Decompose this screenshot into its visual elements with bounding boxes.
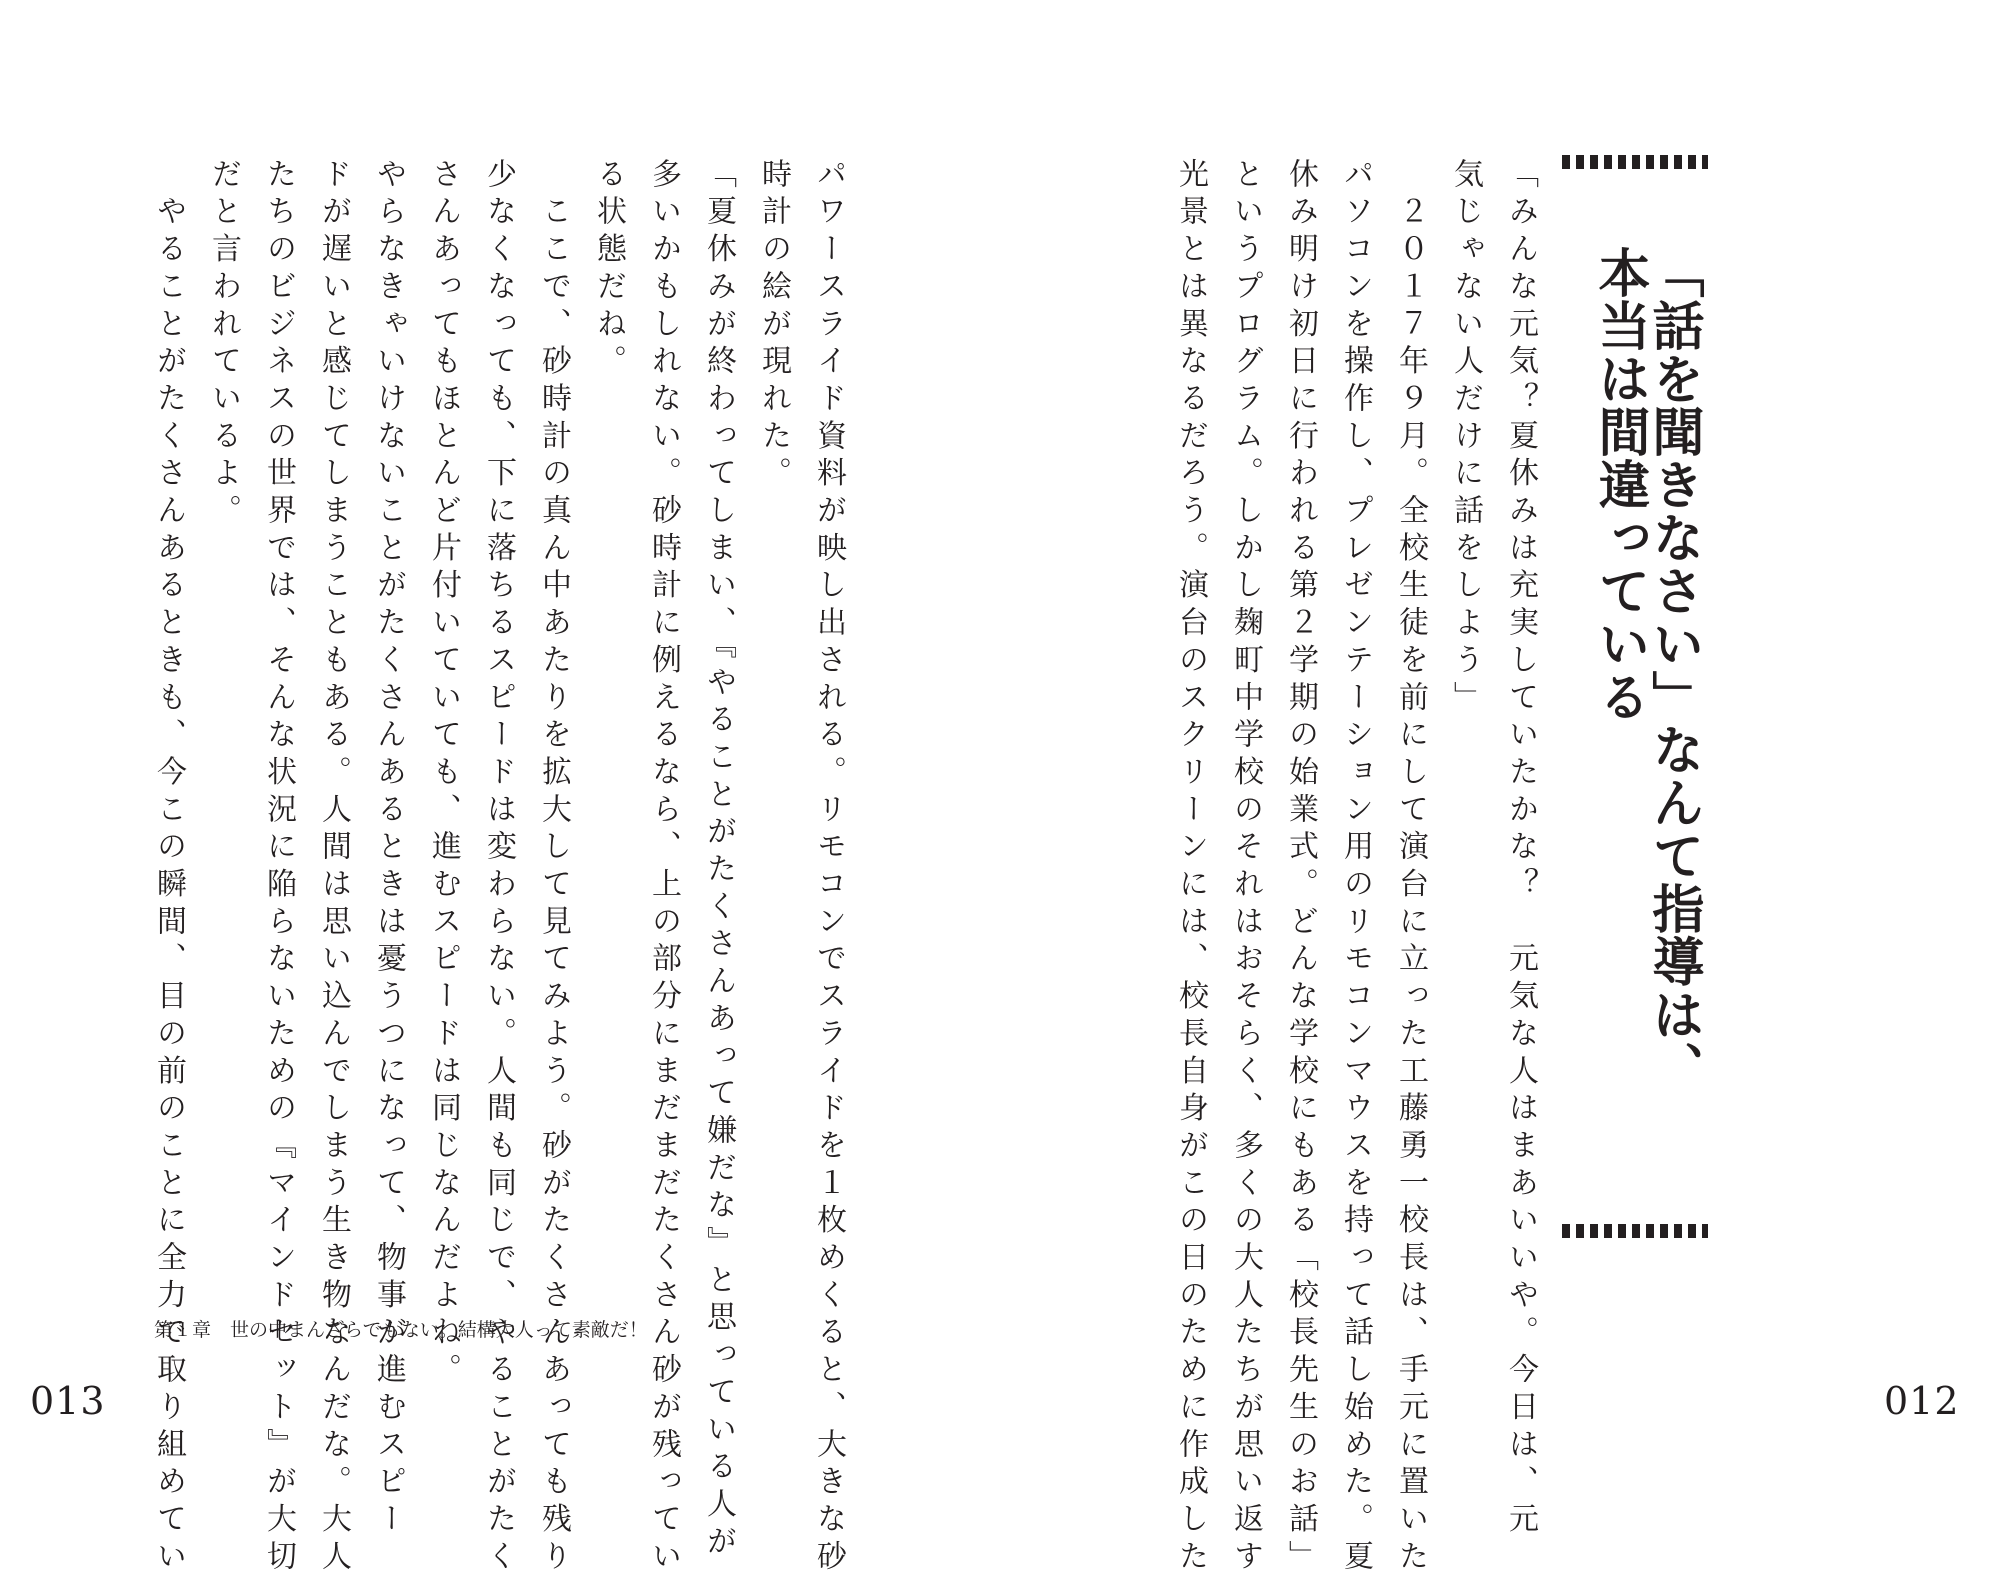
body-line: たちのビジネスの世界では、そんな状況に陥らないための『マインドセット』が大切	[261, 158, 296, 1577]
body-line: 気じゃない人だけに話をしよう」	[1448, 158, 1483, 719]
body-line: 多いかもしれない。砂時計に例えるなら、上の部分にまだまだたくさん砂が残ってい	[646, 158, 681, 1577]
body-line: る状態だね。	[591, 158, 626, 383]
body-line: パワースライド資料が映し出される。リモコンでスライドを１枚めくると、大きな砂	[811, 158, 846, 1577]
body-line: さんあってもほとんど片付いていても、進むスピードは同じなんだよね。	[426, 158, 461, 1391]
body-line: ここで、砂時計の真ん中あたりを拡大して見てみよう。砂がたくさんあっても残り	[536, 158, 571, 1577]
body-line: やることがたくさんあるときも、今この瞬間、目の前のことに全力で取り組めてい	[151, 158, 186, 1577]
section-heading-line-1: 「話を聞きなさい」なんて指導は、	[1643, 246, 1703, 1094]
heading-bottom-ornament	[1562, 1224, 1708, 1238]
body-line: ２０１７年９月。全校生徒を前にして演台に立った工藤勇一校長は、手元に置いた	[1393, 158, 1428, 1577]
body-line: 少なくなっても、下に落ちるスピードは変わらない。人間も同じで、やることがたく	[481, 158, 516, 1577]
body-line: やらなきゃいけないことがたくさんあるときは憂うつになって、物事が進むスピー	[371, 158, 406, 1540]
section-heading-line-2: 本当は間違っている	[1589, 246, 1649, 723]
body-line: ドが遅いと感じてしまうこともある。人間は思い込んでしまう生き物なんだな。大人	[316, 158, 351, 1577]
body-line: 時計の絵が現れた。	[756, 158, 791, 495]
body-line: 「みんな元気？夏休みは充実していたかな？ 元気な人はまあいいや。今日は、元	[1503, 158, 1538, 1540]
heading-top-ornament	[1562, 155, 1708, 169]
page-number-right: 012	[1884, 1379, 1960, 1423]
body-line: 休み明け初日に行われる第２学期の始業式。どんな学校にもある「校長先生のお話」	[1283, 158, 1318, 1577]
body-line: 光景とは異なるだろう。演台のスクリーンには、校長自身がこの日のために作成した	[1173, 158, 1208, 1577]
chapter-running-footer: 第１章 世の中まんざらでもない。結構大人って素敵だ！	[154, 1319, 648, 1341]
body-line: パソコンを操作し、プレゼンテーション用のリモコンマウスを持って話し始めた。夏	[1338, 158, 1373, 1577]
page-number-left: 013	[30, 1379, 106, 1423]
body-line: だと言われているよ。	[206, 158, 241, 532]
body-line: 「夏休みが終わってしまい、『やることがたくさんあって嫌だな』と思っている人が	[701, 158, 736, 1563]
body-line: というプログラム。しかし麹町中学校のそれはおそらく、多くの大人たちが思い返す	[1228, 158, 1263, 1577]
